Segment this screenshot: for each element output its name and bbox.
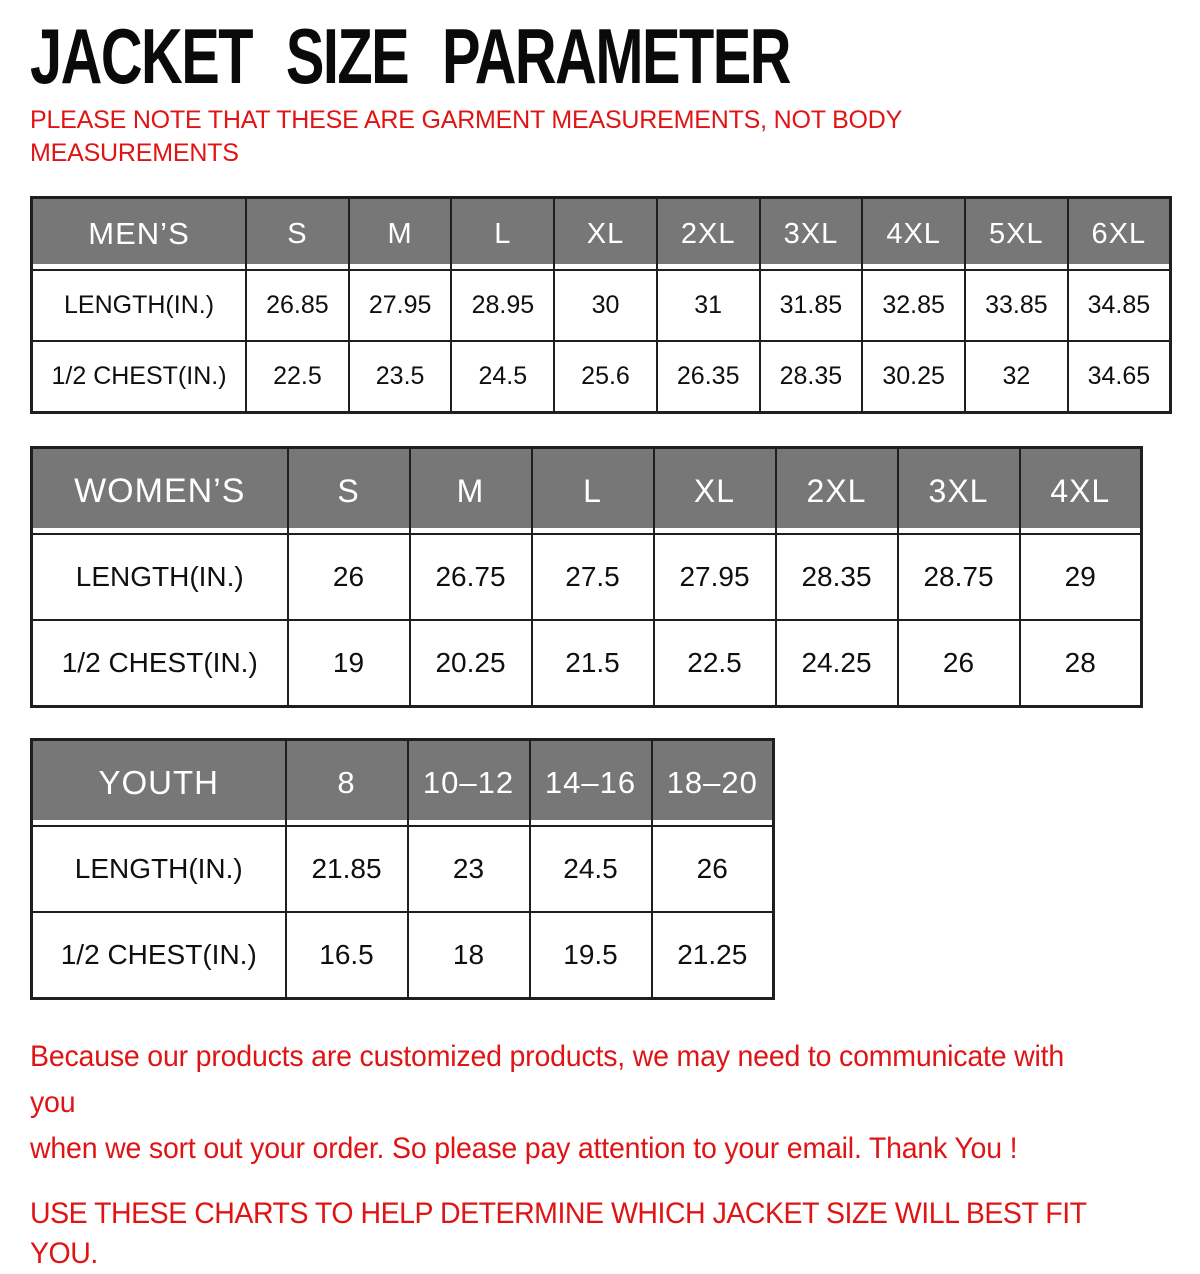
size-header-cell: L [532,448,654,535]
value-cell: 27.95 [654,534,776,620]
size-header-cell: 4XL [862,198,965,271]
value-cell: 24.5 [451,341,554,413]
value-cell: 24.25 [776,620,898,707]
size-header-cell: XL [554,198,657,271]
value-cell: 26 [288,534,410,620]
note-line-1: PLEASE NOTE THAT THESE ARE GARMENT MEASUREMENTS, NOT BODY [30,106,903,134]
size-header-cell: L [451,198,554,271]
value-cell: 30.25 [862,341,965,413]
womens-header-row [32,448,1142,535]
mens-size-table [30,196,1172,414]
value-cell: 26.75 [410,534,532,620]
row-label-length: LENGTH(IN.) [32,826,286,912]
size-header-cell: 5XL [965,198,1068,271]
value-cell: 27.5 [532,534,654,620]
womens-chest-row [32,620,1142,707]
value-cell: 19 [288,620,410,707]
row-label-length: LENGTH(IN.) [32,270,247,341]
value-cell: 31 [657,270,760,341]
note-line-2: MEASUREMENTS [30,139,239,167]
row-label-chest: 1/2 CHEST(IN.) [32,620,288,707]
value-cell: 32 [965,341,1068,413]
value-cell: 32.85 [862,270,965,341]
value-cell: 20.25 [410,620,532,707]
youth-size-table [30,738,775,1000]
value-cell: 28.35 [760,341,863,413]
size-header-cell: M [349,198,452,271]
mens-table-title: MEN’S [32,198,247,271]
size-header-cell: 18–20 [652,740,774,827]
value-cell: 16.5 [286,912,408,999]
size-header-cell: 2XL [657,198,760,271]
value-cell: 22.5 [654,620,776,707]
value-cell: 34.85 [1068,270,1171,341]
value-cell: 23.5 [349,341,452,413]
value-cell: 34.65 [1068,341,1171,413]
customization-notice-line-1: Because our products are customized products, we may need to communicate with you [30,1040,1065,1119]
value-cell: 26 [898,620,1020,707]
value-cell: 26.85 [246,270,349,341]
mens-length-row [32,270,1171,341]
youth-header-row [32,740,774,827]
womens-table-title: WOMEN’S [32,448,288,535]
size-header-cell: 3XL [760,198,863,271]
row-label-chest: 1/2 CHEST(IN.) [32,912,286,999]
value-cell: 28.75 [898,534,1020,620]
customization-notice-line-2: when we sort out your order. So please pay attention to your email. Thank You ! [30,1132,1018,1165]
womens-length-row [32,534,1142,620]
value-cell: 25.6 [554,341,657,413]
value-cell: 18 [408,912,530,999]
value-cell: 24.5 [530,826,652,912]
mens-header-row [32,198,1171,271]
size-header-cell: 3XL [898,448,1020,535]
size-header-cell: 10–12 [408,740,530,827]
youth-length-row [32,826,774,912]
value-cell: 26.35 [657,341,760,413]
value-cell: 27.95 [349,270,452,341]
value-cell: 31.85 [760,270,863,341]
size-header-cell: 2XL [776,448,898,535]
size-header-cell: S [246,198,349,271]
value-cell: 26 [652,826,774,912]
value-cell: 21.5 [532,620,654,707]
footer-notes [30,1034,1172,1274]
value-cell: 23 [408,826,530,912]
size-header-cell: M [410,448,532,535]
value-cell: 19.5 [530,912,652,999]
customization-notice [30,1034,1115,1172]
value-cell: 28.95 [451,270,554,341]
value-cell: 28.35 [776,534,898,620]
page-title [30,12,1172,100]
womens-size-table [30,446,1143,708]
value-cell: 22.5 [246,341,349,413]
youth-table-title: YOUTH [32,740,286,827]
size-header-cell: 4XL [1020,448,1142,535]
value-cell: 21.85 [286,826,408,912]
size-header-cell: S [288,448,410,535]
size-header-cell: 6XL [1068,198,1171,271]
value-cell: 28 [1020,620,1142,707]
value-cell: 21.25 [652,912,774,999]
youth-chest-row [32,912,774,999]
page-title-text: JACKET SIZE PARAMETER [30,12,790,100]
value-cell: 29 [1020,534,1142,620]
size-header-cell: 14–16 [530,740,652,827]
row-label-length: LENGTH(IN.) [32,534,288,620]
value-cell: 30 [554,270,657,341]
size-header-cell: 8 [286,740,408,827]
garment-measurement-note [30,104,1172,170]
value-cell: 33.85 [965,270,1068,341]
mens-chest-row [32,341,1171,413]
row-label-chest: 1/2 CHEST(IN.) [32,341,247,413]
use-charts-note: USE THESE CHARTS TO HELP DETERMINE WHICH JACKET SIZE WILL BEST FIT YOU. [30,1197,1087,1270]
size-header-cell: XL [654,448,776,535]
